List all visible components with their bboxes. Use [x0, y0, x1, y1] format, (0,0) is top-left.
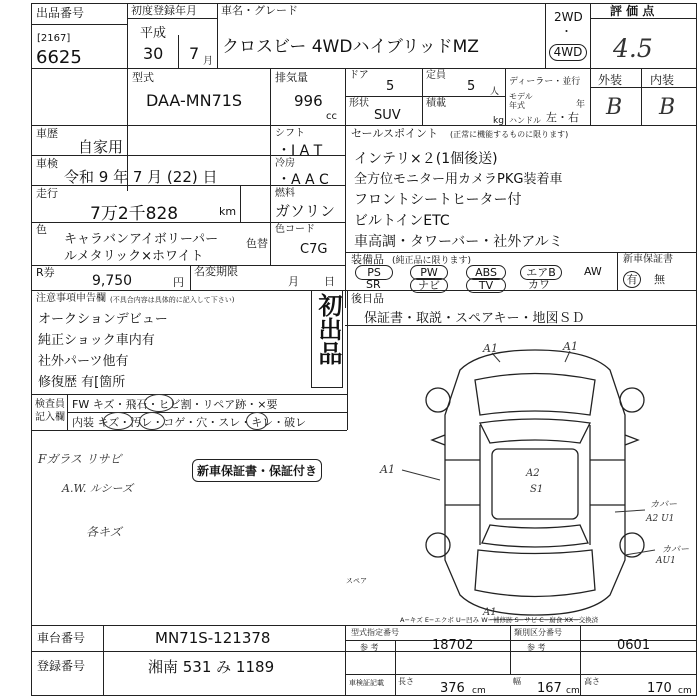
plate: 湘南 531 み 1189	[148, 658, 275, 676]
handle-value: 左・右	[546, 111, 579, 124]
doors: 5	[386, 79, 395, 94]
equipment-sr: SR	[366, 278, 381, 291]
note-item: 社外パーツ他有	[38, 354, 129, 369]
height-label: 高さ	[584, 677, 600, 686]
leader-line	[565, 351, 570, 362]
shape-label: 形状	[349, 98, 369, 109]
notes-label: 注意事項申告欄	[36, 293, 106, 304]
drive-4wd: 4WD	[549, 44, 587, 61]
disp-label: 排気量	[275, 71, 308, 84]
warranty-stamp-text: 新車保証書・保証付き	[197, 464, 318, 478]
fuel: ガソリン	[275, 202, 336, 220]
drive-dot: ・	[561, 25, 572, 38]
note-item: 修復歴 有[箇所	[38, 375, 126, 390]
reg-year: 30	[143, 44, 164, 63]
damage-mark: A1	[483, 607, 497, 618]
first-listing-text: 初出品	[314, 293, 342, 365]
warranty-yes: 有	[623, 271, 641, 288]
reg-label: 登録番号	[37, 659, 86, 673]
year-unit: 年	[576, 100, 586, 110]
inspector-row1: FW キズ・飛石・ヒビ割・リペア跡・×要	[72, 398, 278, 411]
first-reg-label: 初度登録年月	[131, 4, 197, 17]
class-no-label: 類別区分番号	[514, 628, 562, 637]
handwritten-note: A.W. ルシーズ	[62, 482, 133, 495]
color-code-label: 色コード	[275, 224, 315, 235]
displacement: 996	[294, 92, 323, 110]
documents-label: 後日品	[351, 292, 384, 305]
kg-unit: kg	[493, 116, 504, 126]
inspection-label: 車検	[36, 157, 58, 170]
class-no: 0601	[617, 638, 651, 653]
exterior-grade: B	[606, 95, 623, 120]
damage-mark: A1	[483, 342, 498, 355]
shift: ・I A T	[277, 143, 323, 159]
exterior-label: 外装	[598, 73, 623, 87]
handwritten-note: Fガラス リサビ	[38, 452, 122, 466]
note-item: 純正ショック車内有	[38, 333, 155, 348]
model-code: DAA-MN71S	[146, 91, 243, 110]
ac: ・A A C	[277, 172, 329, 188]
color-line1: キャラバンアイボリーパー	[64, 232, 219, 247]
length: 376	[440, 681, 465, 696]
handwritten-note: 各キズ	[86, 525, 122, 539]
leader-line	[625, 550, 655, 555]
cc-unit: cc	[326, 111, 337, 122]
inspector-label: 検査員記入欄	[35, 399, 65, 423]
lot-number: 6625	[36, 47, 82, 68]
cm-unit: cm	[678, 686, 692, 696]
history-label: 車歴	[36, 127, 58, 140]
equipment-note: (純正品に限ります)	[392, 256, 472, 266]
chassis-label: 車台番号	[37, 631, 86, 645]
color-label: 色	[36, 223, 47, 236]
history-value: 自家用	[78, 138, 124, 156]
damage-mark: A1	[563, 340, 578, 353]
selling-points-note: (正常に機能するものに限ります)	[450, 130, 569, 139]
cm-unit: cm	[472, 686, 486, 696]
leader-line	[492, 353, 500, 362]
recycle-amount: 9,750	[92, 273, 133, 289]
equipment-airbag: エアB	[520, 265, 562, 280]
recycle-label: R券	[36, 266, 55, 279]
lot-label: 出品番号	[36, 6, 85, 20]
equipment-label: 装備品	[351, 253, 384, 266]
shape: SUV	[374, 108, 401, 123]
people-unit: 人	[490, 87, 500, 97]
ac-label: 冷房	[275, 158, 295, 169]
capacity: 5	[467, 79, 476, 94]
damage-mark: A2 U1	[646, 514, 675, 524]
capacity-label: 定員	[426, 70, 446, 81]
size-label: 車検証記載	[349, 679, 384, 687]
expiry-month: 月	[288, 275, 299, 288]
selling-point-item: インテリ×２(1個後送)	[354, 151, 498, 167]
ref-label: 参 考	[360, 643, 379, 652]
warranty-label: 新車保証書	[623, 254, 673, 265]
score-label: 評 価 点	[610, 4, 655, 18]
km-unit: km	[219, 205, 237, 218]
mileage: 7万2千828	[90, 204, 179, 224]
interior-label: 内装	[650, 73, 675, 87]
handle-label: ハンドル	[509, 116, 541, 125]
width-label: 幅	[513, 677, 521, 686]
equipment-navi: ナビ	[410, 278, 448, 293]
ref-label-2: 参 考	[527, 643, 546, 652]
color-code: C7G	[300, 242, 328, 257]
model-name: クロスビー 4WDハイブリッドMZ	[222, 37, 479, 57]
equipment-leather: カワ	[528, 278, 550, 291]
spare-label: スペア	[346, 577, 367, 585]
chassis: MN71S-121378	[155, 629, 271, 647]
yen-unit: 円	[173, 276, 184, 289]
model-year-label: モデル年式	[509, 92, 533, 110]
warranty-no: 無	[654, 273, 665, 286]
note-item: オークションデビュー	[38, 312, 168, 327]
inspection: 令和 9 年 7 月 (22) 日	[64, 168, 218, 186]
inspector-row2: 内装 キズ・汚レ・コゲ・穴・スレ・キレ・破レ	[72, 416, 307, 429]
leader-line	[402, 470, 440, 480]
selling-point-item: 全方位モニター用カメラPKG装着車	[354, 172, 563, 187]
damage-mark: A1	[380, 463, 395, 476]
damage-mark: S1	[530, 484, 544, 495]
expiry-day: 日	[324, 275, 335, 288]
lot-sub: [2167]	[37, 33, 71, 44]
equipment-abs: ABS	[466, 265, 506, 280]
load-label: 積載	[426, 98, 446, 109]
damage-mark: A2	[526, 468, 540, 479]
type-no-label: 型式指定番号	[351, 628, 399, 637]
era: 平成	[140, 26, 167, 41]
leader-line	[615, 510, 645, 512]
equipment-pw: PW	[410, 265, 448, 280]
height: 170	[647, 681, 672, 696]
shift-label: シフト	[275, 128, 305, 139]
color-change-label: 色替	[246, 237, 268, 250]
equipment-aw: AW	[584, 265, 602, 278]
mileage-label: 走行	[36, 187, 58, 200]
doors-label: ドア	[349, 70, 369, 81]
damage-mark: カバー	[650, 500, 678, 510]
selling-point-item: 車高調・タワーバー・社外アルミ	[354, 234, 563, 250]
diagram-legend: A−キズ E−エクボ U−凹み W−補修跡 S−サビ C−腐食 XX−交換済	[400, 616, 599, 624]
selling-point-item: ビルトインETC	[354, 213, 450, 229]
equipment-ps: PS	[355, 265, 393, 280]
expiry-label: 名変期限	[194, 265, 238, 278]
width: 167	[537, 681, 562, 696]
documents-value: 保証書・取説・スペアキー・地図ＳＤ	[364, 311, 585, 326]
month-unit: 月	[203, 56, 213, 67]
model-label: 車名・グレード	[221, 4, 298, 17]
notes-sub: (不具合内容は具体的に記入して下さい)	[110, 296, 235, 304]
color-line2: ルメタリック×ホワイト	[64, 249, 204, 264]
score: 4.5	[613, 34, 653, 63]
damage-mark: AU1	[656, 556, 676, 566]
type-no: 18702	[432, 638, 474, 653]
fuel-label: 燃料	[275, 188, 295, 199]
dealer-label: ディーラー・並行	[509, 77, 581, 87]
selling-point-item: フロントシートヒーター付	[354, 192, 522, 208]
interior-grade: B	[659, 95, 676, 120]
reg-month: 7	[189, 44, 200, 63]
length-label: 長さ	[398, 677, 414, 686]
type-label: 型式	[132, 71, 154, 84]
selling-points-label: セールスポイント	[351, 127, 439, 140]
equipment-tv: TV	[466, 278, 506, 293]
cm-unit: cm	[566, 686, 580, 696]
drive-2wd: 2WD	[554, 10, 583, 24]
damage-mark: カバー	[662, 545, 690, 555]
